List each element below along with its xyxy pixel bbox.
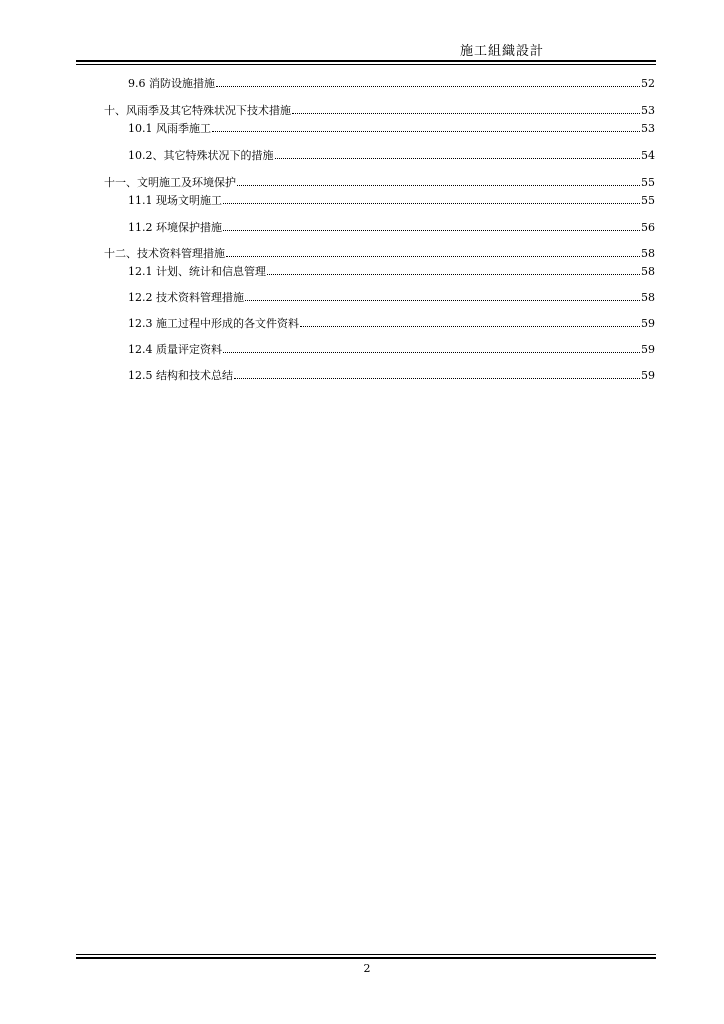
header-rule xyxy=(76,60,656,62)
toc-leader xyxy=(275,158,641,159)
toc-entry-page: 53 xyxy=(641,122,655,135)
toc-entry[interactable] xyxy=(128,343,655,357)
toc-entry[interactable] xyxy=(104,104,655,118)
toc-entry-label: 11.2 环境保护措施 xyxy=(128,221,222,234)
toc-entry-page: 59 xyxy=(641,317,655,330)
toc-leader xyxy=(226,256,640,257)
toc-entry[interactable] xyxy=(128,317,655,331)
toc-leader xyxy=(292,113,640,114)
toc-entry-page: 58 xyxy=(641,247,655,260)
toc-entry[interactable] xyxy=(128,265,655,279)
toc-entry-page: 58 xyxy=(641,291,655,304)
toc-entry[interactable] xyxy=(104,176,655,190)
toc-leader xyxy=(223,203,640,204)
toc-entry-label: 十二、技术资料管理措施 xyxy=(104,247,225,260)
toc-leader xyxy=(234,378,640,379)
footer-rule-thick xyxy=(76,957,656,959)
toc-entry-label: 12.3 施工过程中形成的各文件资料 xyxy=(128,317,299,330)
toc-entry-label: 12.2 技术资料管理措施 xyxy=(128,291,244,304)
toc-leader xyxy=(237,185,640,186)
toc-entry-label: 9.6 消防设施措施 xyxy=(128,77,215,90)
toc-entry-label: 10.2、其它特殊状况下的措施 xyxy=(128,149,274,162)
header-title: 施工組織設計 xyxy=(459,44,544,59)
toc-entry-page: 59 xyxy=(641,343,655,356)
toc-leader xyxy=(212,131,640,132)
toc-entry-label: 十一、文明施工及环境保护 xyxy=(104,176,236,189)
toc-leader xyxy=(267,274,640,275)
toc-leader xyxy=(223,230,640,231)
toc-leader xyxy=(300,326,640,327)
toc-leader xyxy=(223,352,640,353)
toc-entry-label: 十、风雨季及其它特殊状况下技术措施 xyxy=(104,104,291,117)
toc-entry-page: 53 xyxy=(641,104,655,117)
toc-entry[interactable] xyxy=(128,149,655,163)
toc-entry-page: 52 xyxy=(641,77,655,90)
toc-entry-label: 11.1 现场文明施工 xyxy=(128,194,222,207)
toc-entry-label: 12.5 结构和技术总结 xyxy=(128,369,233,382)
toc-entry-page: 54 xyxy=(641,149,655,162)
toc-entry-page: 58 xyxy=(641,265,655,278)
toc-entry-page: 55 xyxy=(641,176,655,189)
toc-entry-page: 56 xyxy=(641,221,655,234)
header-rule-thin xyxy=(76,64,656,65)
toc-entry-label: 10.1 风雨季施工 xyxy=(128,122,211,135)
toc-entry[interactable] xyxy=(128,291,655,305)
toc-entry[interactable] xyxy=(128,77,655,91)
page-number: 2 xyxy=(363,962,371,975)
toc-leader xyxy=(216,86,640,87)
toc-entry[interactable] xyxy=(128,221,655,235)
toc-leader xyxy=(245,300,640,301)
toc-entry-page: 55 xyxy=(641,194,655,207)
footer-rule-thin xyxy=(76,954,656,955)
toc-entry[interactable] xyxy=(128,194,655,208)
toc-entry-page: 59 xyxy=(641,369,655,382)
toc-entry-label: 12.1 计划、统计和信息管理 xyxy=(128,265,266,278)
toc-entry-label: 12.4 质量评定资料 xyxy=(128,343,222,356)
toc-entry[interactable] xyxy=(128,369,655,383)
toc-entry[interactable] xyxy=(104,247,655,261)
toc-entry[interactable] xyxy=(128,122,655,136)
